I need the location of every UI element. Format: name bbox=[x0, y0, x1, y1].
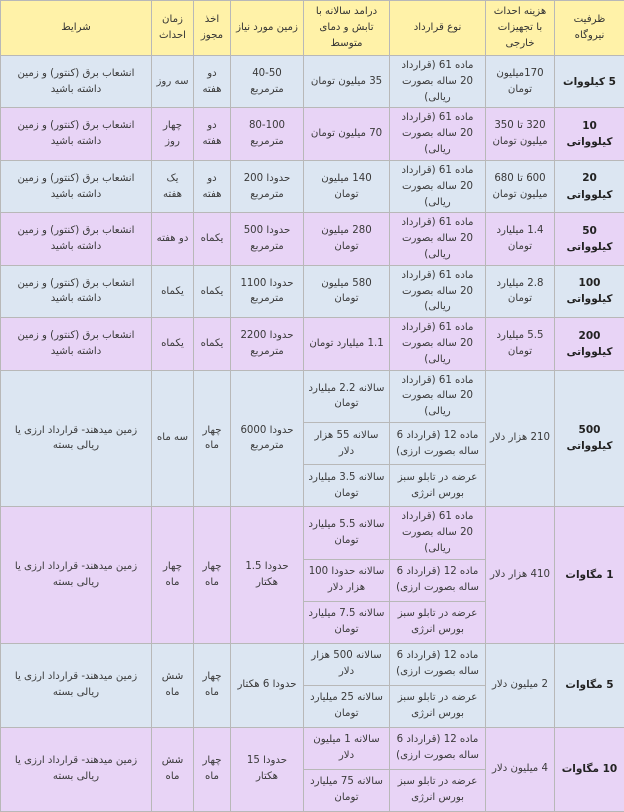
build-time-cell: چهار ماه bbox=[152, 507, 194, 643]
table-row bbox=[1, 727, 624, 769]
build-time-cell: چهار روز bbox=[152, 108, 194, 160]
build-time-cell: یکماه bbox=[152, 265, 194, 317]
cost-cell: 1.4 میلیارد تومان bbox=[486, 213, 555, 265]
table-body bbox=[1, 56, 624, 812]
permit-cell: دو هفته bbox=[194, 56, 231, 108]
header-contract: نوع قرارداد bbox=[390, 1, 486, 56]
conditions-cell: زمین میدهند- قرارداد ارزی یا ریالی بسته bbox=[1, 370, 152, 506]
header-capacity: ظرفیت نیروگاه bbox=[555, 1, 624, 56]
capacity-cell: 5 کیلووات bbox=[555, 56, 624, 108]
table-row bbox=[1, 318, 624, 370]
table-row bbox=[1, 213, 624, 265]
capacity-cell: 500 کیلوواتی bbox=[555, 370, 624, 506]
capacity-cell: 200 کیلوواتی bbox=[555, 318, 624, 370]
table-row bbox=[1, 507, 624, 559]
header-conditions: شرایط bbox=[1, 1, 152, 56]
conditions-cell: انشعاب برق (کنتور) و زمین داشته باشید bbox=[1, 265, 152, 317]
cost-cell: 600 تا 680 میلیون تومان bbox=[486, 160, 555, 212]
income-cell: 280 میلیون تومان bbox=[304, 213, 390, 265]
conditions-cell: انشعاب برق (کنتور) و زمین داشته باشید bbox=[1, 318, 152, 370]
contract-cell: عرضه در تابلو سبز بورس انرژی bbox=[390, 465, 486, 507]
land-cell: حدودا 2200 مترمربع bbox=[231, 318, 304, 370]
conditions-cell: انشعاب برق (کنتور) و زمین داشته باشید bbox=[1, 213, 152, 265]
income-cell: 70 میلیون تومان bbox=[304, 108, 390, 160]
capacity-cell: 5 مگاوات bbox=[555, 643, 624, 727]
permit-cell: چهار ماه bbox=[194, 507, 231, 643]
capacity-cell: 50 کیلوواتی bbox=[555, 213, 624, 265]
land-cell: 40-50 مترمربع bbox=[231, 56, 304, 108]
permit-cell: یکماه bbox=[194, 213, 231, 265]
income-cell: سالانه 7.5 میلیارد تومان bbox=[304, 601, 390, 643]
conditions-cell: زمین میدهند- قرارداد ارزی یا ریالی بسته bbox=[1, 643, 152, 727]
contract-cell: ماده 12 (قرارداد 6 ساله بصورت ارزی) bbox=[390, 727, 486, 769]
income-cell: سالانه 5.5 میلیارد تومان bbox=[304, 507, 390, 559]
header-cost: هزینه احداث با تجهیزات خارجی bbox=[486, 1, 555, 56]
table-row bbox=[1, 56, 624, 108]
cost-cell: 2.8 میلیارد تومان bbox=[486, 265, 555, 317]
income-cell: سالانه حدودا 100 هزار دلار bbox=[304, 559, 390, 601]
contract-cell: ماده 61 (قرارداد 20 ساله بصورت ریالی) bbox=[390, 160, 486, 212]
capacity-cell: 10 مگاوات bbox=[555, 727, 624, 811]
build-time-cell: یک هفته bbox=[152, 160, 194, 212]
income-cell: سالانه 500 هزار دلار bbox=[304, 643, 390, 685]
header-permit: اخذ مجوز bbox=[194, 1, 231, 56]
contract-cell: ماده 12 (قرارداد 6 ساله بصورت ارزی) bbox=[390, 559, 486, 601]
table-row bbox=[1, 370, 624, 422]
capacity-cell: 20 کیلوواتی bbox=[555, 160, 624, 212]
income-cell: سالانه 1 میلیون دلار bbox=[304, 727, 390, 769]
build-time-cell: شش ماه bbox=[152, 727, 194, 811]
land-cell: حدودا 1100 مترمربع bbox=[231, 265, 304, 317]
build-time-cell: سه روز bbox=[152, 56, 194, 108]
conditions-cell: زمین میدهند- قرارداد ارزی یا ریالی بسته bbox=[1, 507, 152, 643]
income-cell: سالانه 25 میلیارد تومان bbox=[304, 685, 390, 727]
contract-cell: ماده 61 (قرارداد 20 ساله بصورت ریالی) bbox=[390, 56, 486, 108]
permit-cell: چهار ماه bbox=[194, 370, 231, 506]
contract-cell: ماده 12 (قرارداد 6 ساله بصورت ارزی) bbox=[390, 643, 486, 685]
conditions-cell: انشعاب برق (کنتور) و زمین داشته باشید bbox=[1, 160, 152, 212]
permit-cell: یکماه bbox=[194, 318, 231, 370]
build-time-cell: سه ماه bbox=[152, 370, 194, 506]
header-build-time: زمان احداث bbox=[152, 1, 194, 56]
land-cell: 80-100 مترمربع bbox=[231, 108, 304, 160]
capacity-cell: 1 مگاوات bbox=[555, 507, 624, 643]
income-cell: سالانه 3.5 میلیارد تومان bbox=[304, 465, 390, 507]
table-row bbox=[1, 108, 624, 160]
contract-cell: ماده 61 (قرارداد 20 ساله بصورت ریالی) bbox=[390, 318, 486, 370]
conditions-cell: زمین میدهند- قرارداد ارزی یا ریالی بسته bbox=[1, 727, 152, 811]
land-cell: حدودا 6 هکتار bbox=[231, 643, 304, 727]
conditions-cell: انشعاب برق (کنتور) و زمین داشته باشید bbox=[1, 108, 152, 160]
income-cell: 140 میلیون تومان bbox=[304, 160, 390, 212]
income-cell: 35 میلیون تومان bbox=[304, 56, 390, 108]
income-cell: سالانه 2.2 میلیارد تومان bbox=[304, 370, 390, 422]
permit-cell: دو هفته bbox=[194, 160, 231, 212]
land-cell: حدودا 500 مترمربع bbox=[231, 213, 304, 265]
contract-cell: ماده 61 (قرارداد 20 ساله بصورت ریالی) bbox=[390, 507, 486, 559]
land-cell: حدودا 15 هکتار bbox=[231, 727, 304, 811]
contract-cell: ماده 61 (قرارداد 20 ساله بصورت ریالی) bbox=[390, 108, 486, 160]
contract-cell: عرضه در تابلو سبز بورس انرژی bbox=[390, 601, 486, 643]
permit-cell: یکماه bbox=[194, 265, 231, 317]
header-land: زمین مورد نیاز bbox=[231, 1, 304, 56]
build-time-cell: شش ماه bbox=[152, 643, 194, 727]
header-row bbox=[1, 1, 624, 56]
land-cell: حدودا 1.5 هکتار bbox=[231, 507, 304, 643]
cost-cell: 170میلیون تومان bbox=[486, 56, 555, 108]
table-row bbox=[1, 160, 624, 212]
land-cell: حدودا 6000 مترمربع bbox=[231, 370, 304, 506]
table-row bbox=[1, 265, 624, 317]
cost-cell: 2 میلیون دلار bbox=[486, 643, 555, 727]
income-cell: 1.1 میلیارد تومان bbox=[304, 318, 390, 370]
header-income: درامد سالانه با تابش و دمای متوسط bbox=[304, 1, 390, 56]
contract-cell: ماده 61 (قرارداد 20 ساله بصورت ریالی) bbox=[390, 265, 486, 317]
cost-cell: 5.5 میلیارد تومان bbox=[486, 318, 555, 370]
build-time-cell: یکماه bbox=[152, 318, 194, 370]
contract-cell: عرضه در تابلو سبز بورس انرژی bbox=[390, 685, 486, 727]
cost-cell: 410 هزار دلار bbox=[486, 507, 555, 643]
contract-cell: ماده 12 (قرارداد 6 ساله بصورت ارزی) bbox=[390, 423, 486, 465]
cost-cell: 210 هزار دلار bbox=[486, 370, 555, 506]
land-cell: حدودا 200 مترمربع bbox=[231, 160, 304, 212]
permit-cell: چهار ماه bbox=[194, 727, 231, 811]
cost-cell: 4 میلیون دلار bbox=[486, 727, 555, 811]
income-cell: سالانه 75 میلیارد تومان bbox=[304, 769, 390, 811]
capacity-cell: 100 کیلوواتی bbox=[555, 265, 624, 317]
permit-cell: دو هفته bbox=[194, 108, 231, 160]
table-row bbox=[1, 643, 624, 685]
contract-cell: ماده 61 (قرارداد 20 ساله بصورت ریالی) bbox=[390, 213, 486, 265]
cost-cell: 320 تا 350 میلیون تومان bbox=[486, 108, 555, 160]
build-time-cell: دو هفته bbox=[152, 213, 194, 265]
contract-cell: ماده 61 (قرارداد 20 ساله بصورت ریالی) bbox=[390, 370, 486, 422]
permit-cell: چهار ماه bbox=[194, 643, 231, 727]
contract-cell: عرضه در تابلو سبز بورس انرژی bbox=[390, 769, 486, 811]
conditions-cell: انشعاب برق (کنتور) و زمین داشته باشید bbox=[1, 56, 152, 108]
income-cell: سالانه 55 هزار دلار bbox=[304, 423, 390, 465]
income-cell: 580 میلیون تومان bbox=[304, 265, 390, 317]
capacity-cell: 10 کیلوواتی bbox=[555, 108, 624, 160]
